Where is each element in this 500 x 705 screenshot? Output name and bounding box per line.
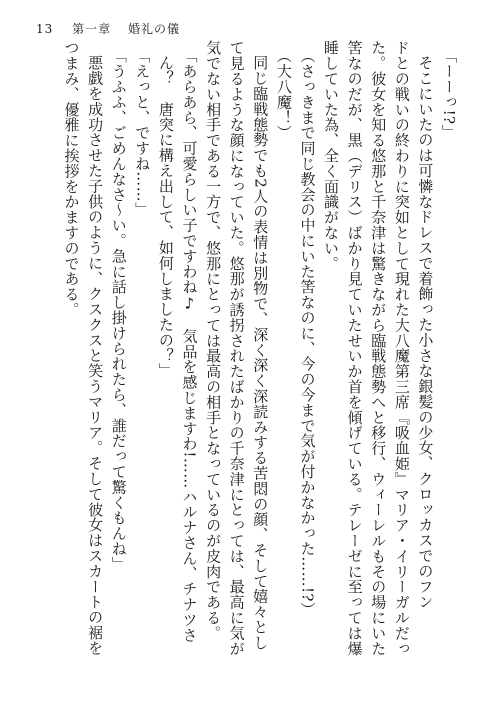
text-line: 睡していた為、全く面識がない。: [322, 40, 341, 271]
text-line: 「うふふ、ごめんなさ〜い。急に話し掛けられたら、誰だって驚くもんね」: [109, 48, 128, 572]
vertical-body-text: [30, 40, 460, 680]
text-line: （さっきまで同じ教会の中にいた筈なのに、今の今まで気が付かなかった……!?）: [298, 48, 317, 618]
text-line: 悪戯を成功させた子供のように、クスクスと笑うマリア。そして彼女はスカートの裾を: [86, 55, 105, 656]
chapter-title: 婚礼の儀: [127, 22, 180, 36]
text-line: た。彼女を知る悠那と千奈津は驚きながら臨戦態勢へと移行、ウィーレルもその場にいた: [369, 40, 388, 656]
text-line: て見るような顔になっていた。悠那が誘拐されたばかりの千奈津にとっては、最高に気が: [227, 40, 246, 656]
text-line: ドとの戦いの終わりに突如として現れた大八魔第三席『吸血姫』マリア・イリーガルだっ: [392, 40, 411, 656]
text-line: 同じ臨戦態勢でも2人の表情は別物で、深く深く深読みする苦悶の顔、そして嬉々とし: [251, 55, 270, 651]
running-header: [36, 20, 180, 37]
text-line: 筈なのだが、黒（デリス）ばかり見ていたせいか首を傾げている。テレーゼに至っては爆: [345, 40, 364, 656]
text-line: 気でない相手である一方で、悠那にとっては最高の相手となっているのが皮肉である。: [204, 40, 223, 641]
text-line: （大八魔！）: [274, 48, 293, 141]
text-line: 「えっと、ですね……」: [133, 48, 152, 218]
text-line: ん？ 唐突に構え出して、如何しましたの？」: [156, 55, 175, 379]
page-number: 13: [36, 22, 54, 36]
text-line: つまみ、優雅に挨拶をかますのである。: [62, 40, 81, 318]
chapter-label: 第一章: [72, 22, 112, 36]
text-line: 「ーーっ!?」: [440, 48, 458, 140]
text-line: 「あらあら、可愛らしい子ですわね♪ 気品を感じますわ!……ハルナさん、チナツさ: [180, 48, 199, 643]
text-line: そこにいたのは可憐なドレスで着飾った小さな銀髪の少女、クロッカスでのフン: [416, 55, 435, 610]
